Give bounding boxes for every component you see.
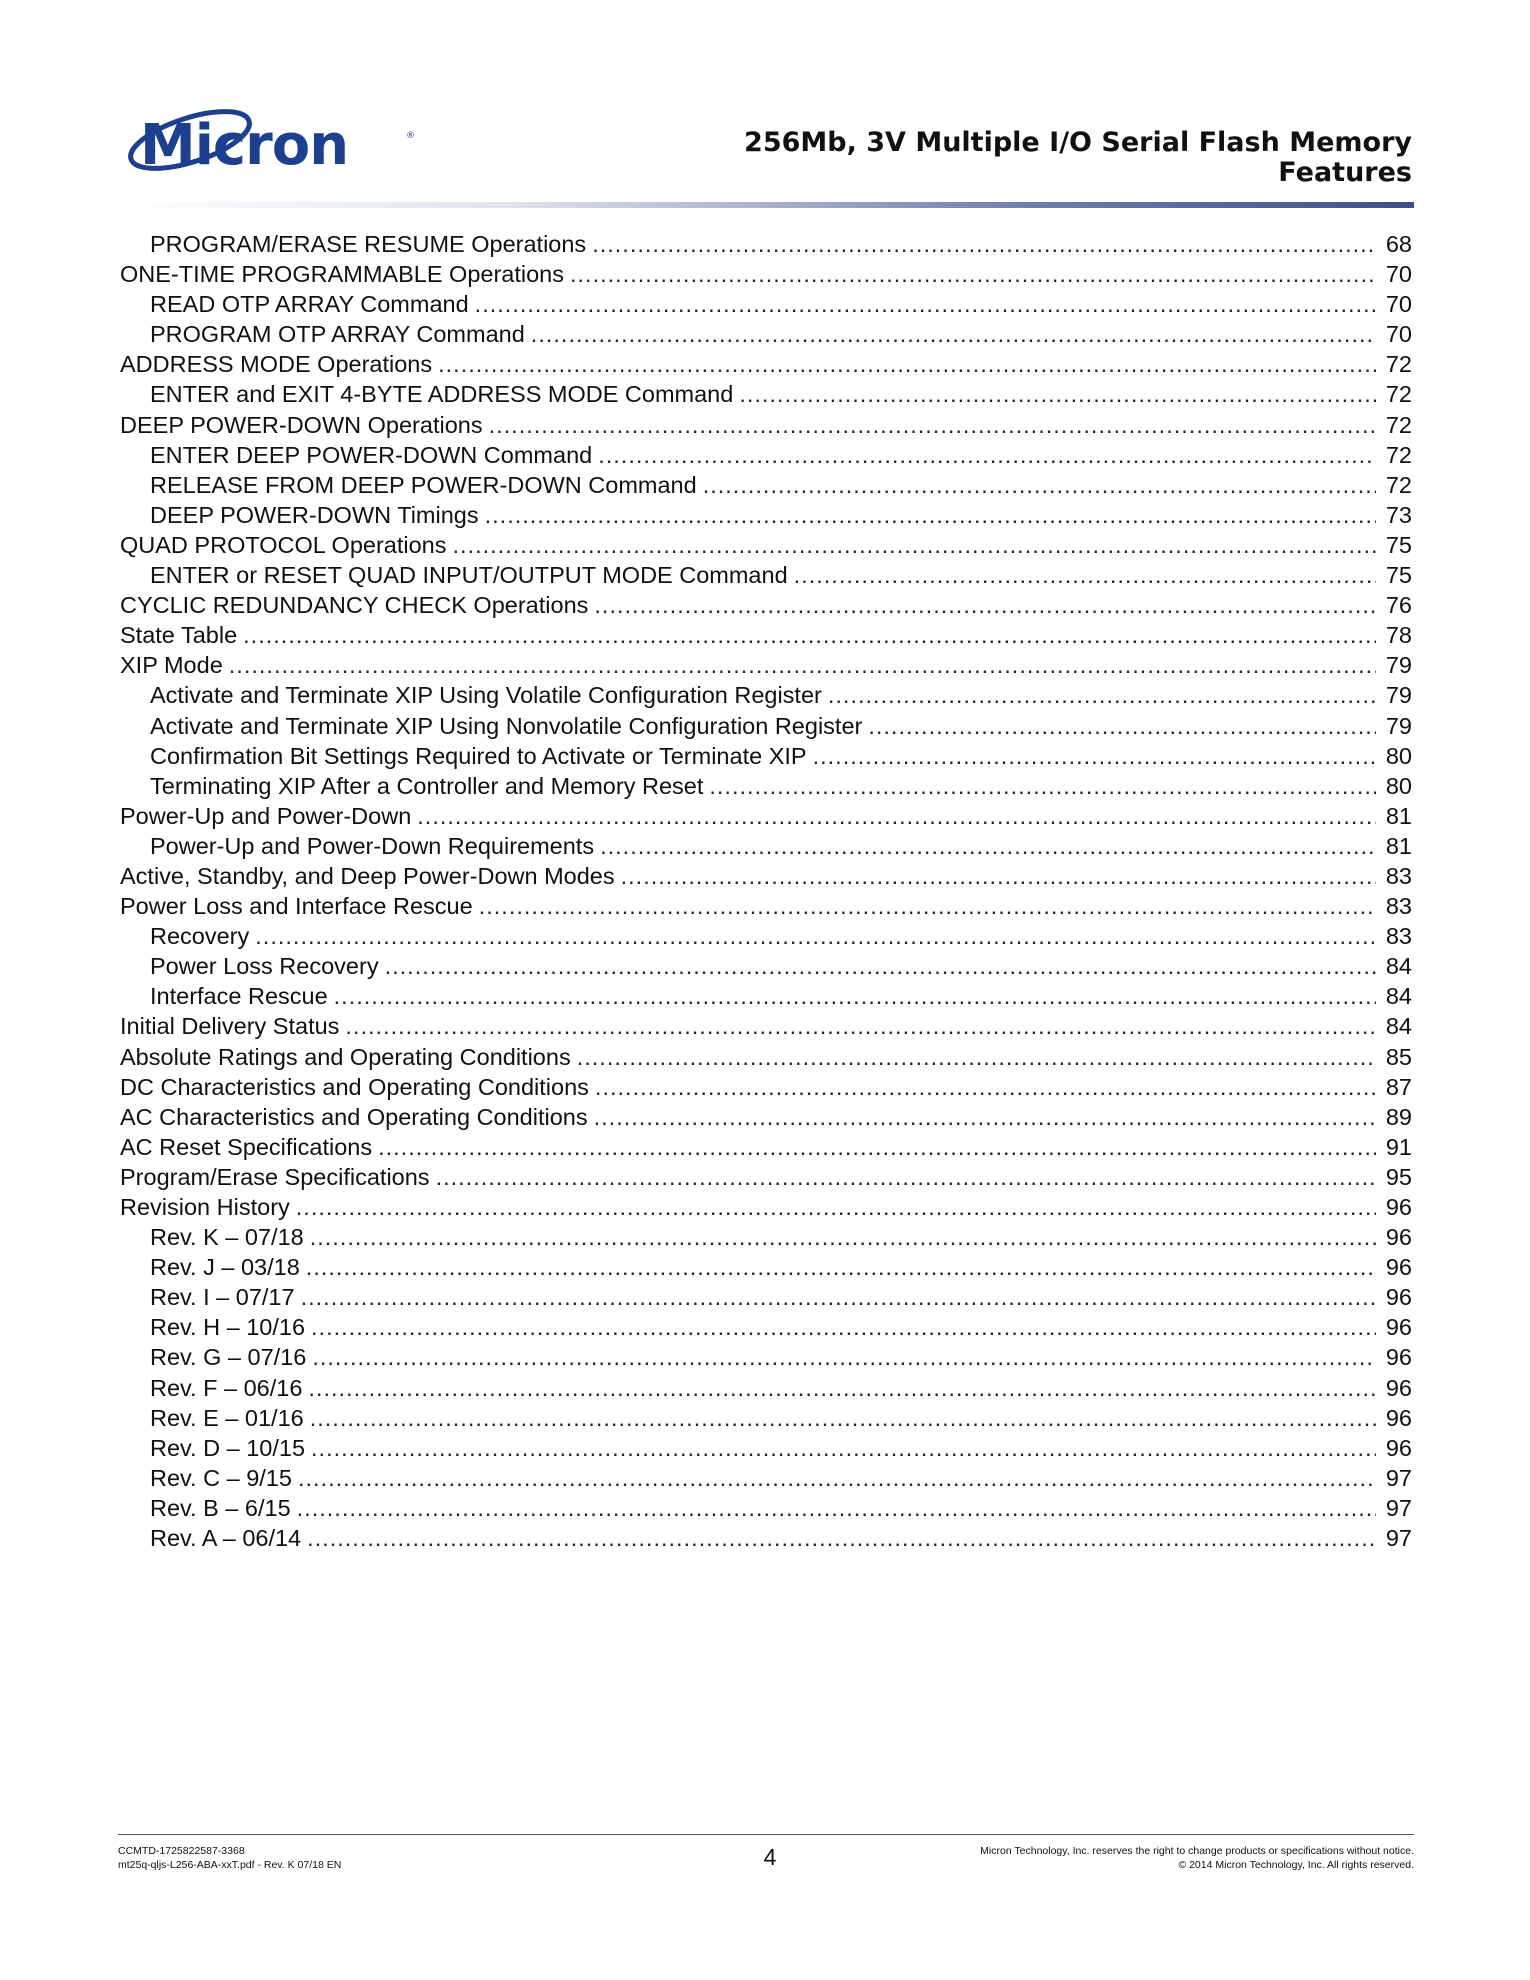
toc-entry[interactable] (120, 921, 1412, 951)
toc-entry-title: DEEP POWER-DOWN Timings (150, 501, 479, 528)
toc-dot-leader (334, 981, 1376, 1011)
toc-entry[interactable] (120, 771, 1412, 801)
toc-entry-page: 83 (1385, 923, 1412, 950)
toc-entry-page: 72 (1385, 441, 1412, 468)
logo-wordmark: Micron (140, 113, 349, 178)
toc-dot-leader (600, 831, 1376, 861)
toc-dot-leader (570, 259, 1376, 289)
toc-entry-page: 96 (1385, 1344, 1412, 1371)
toc-entry-page: 95 (1385, 1163, 1412, 1190)
toc-entry[interactable] (120, 440, 1412, 470)
toc-dot-leader (311, 1312, 1376, 1342)
toc-dot-leader (308, 1373, 1376, 1403)
toc-dot-leader (479, 891, 1376, 921)
toc-entry[interactable] (120, 1403, 1412, 1433)
toc-entry-page: 76 (1385, 592, 1412, 619)
toc-entry-title: Power Loss Recovery (150, 953, 379, 980)
toc-entry-page: 84 (1385, 953, 1412, 980)
toc-entry-title: ADDRESS MODE Operations (120, 351, 433, 378)
toc-dot-leader (577, 1042, 1376, 1072)
toc-entry-page: 80 (1385, 772, 1412, 799)
toc-entry[interactable] (120, 1042, 1412, 1072)
toc-entry-title: AC Reset Specifications (120, 1133, 373, 1160)
toc-dot-leader (296, 1192, 1376, 1222)
toc-dot-leader (531, 319, 1376, 349)
toc-entry-page: 85 (1385, 1043, 1412, 1070)
toc-entry-title: Confirmation Bit Settings Required to Activate or Terminate XIP (150, 742, 807, 769)
toc-dot-leader (312, 1342, 1376, 1372)
toc-entry-title: Power Loss and Interface Rescue (120, 893, 473, 920)
toc-entry-page: 75 (1385, 531, 1412, 558)
toc-dot-leader (438, 349, 1376, 379)
toc-entry-title: DEEP POWER-DOWN Operations (120, 411, 483, 438)
toc-entry-page: 79 (1385, 652, 1412, 679)
document-title-line1: 256Mb, 3V Multiple I/O Serial Flash Memory (744, 127, 1412, 158)
header-rule (118, 202, 1414, 208)
toc-entry[interactable] (120, 1102, 1412, 1132)
toc-entry-page: 97 (1385, 1464, 1412, 1491)
toc-entry[interactable] (120, 801, 1412, 831)
toc-dot-leader (813, 741, 1376, 771)
toc-entry-title: ENTER and EXIT 4-BYTE ADDRESS MODE Command (150, 381, 734, 408)
document-title-line2: Features (1278, 157, 1412, 188)
toc-dot-leader (307, 1523, 1376, 1553)
toc-dot-leader (243, 620, 1376, 650)
toc-entry-page: 70 (1385, 291, 1412, 318)
toc-dot-leader (378, 1132, 1376, 1162)
toc-dot-leader (485, 500, 1376, 530)
toc-entry[interactable] (120, 1132, 1412, 1162)
toc-entry-title: RELEASE FROM DEEP POWER-DOWN Command (150, 471, 697, 498)
toc-entry-title: Active, Standby, and Deep Power-Down Modes (120, 862, 615, 889)
toc-dot-leader (229, 650, 1376, 680)
table-of-contents (120, 229, 1412, 1553)
toc-entry[interactable] (120, 319, 1412, 349)
toc-entry[interactable] (120, 711, 1412, 741)
toc-dot-leader (306, 1252, 1376, 1282)
toc-entry-page: 70 (1385, 261, 1412, 288)
toc-entry-title: Rev. J – 03/18 (150, 1254, 300, 1281)
toc-entry[interactable] (120, 530, 1412, 560)
toc-entry[interactable] (120, 1493, 1412, 1523)
toc-dot-leader (301, 1282, 1376, 1312)
toc-entry-page: 97 (1385, 1494, 1412, 1521)
toc-entry[interactable] (120, 891, 1412, 921)
toc-entry-page: 75 (1385, 562, 1412, 589)
toc-dot-leader (310, 1222, 1376, 1252)
toc-dot-leader (345, 1011, 1376, 1041)
toc-entry[interactable] (120, 1342, 1412, 1372)
toc-entry[interactable] (120, 1282, 1412, 1312)
toc-entry-page: 91 (1385, 1133, 1412, 1160)
toc-entry-page: 89 (1385, 1103, 1412, 1130)
toc-entry-page: 96 (1385, 1314, 1412, 1341)
toc-entry-title: Interface Rescue (150, 983, 328, 1010)
toc-dot-leader (453, 530, 1377, 560)
toc-dot-leader (709, 771, 1376, 801)
toc-entry-title: Rev. D – 10/15 (150, 1434, 306, 1461)
toc-entry[interactable] (120, 1192, 1412, 1222)
toc-entry-page: 96 (1385, 1194, 1412, 1220)
toc-entry-page: 78 (1385, 622, 1412, 649)
toc-entry[interactable] (120, 379, 1412, 409)
toc-entry[interactable] (120, 349, 1412, 379)
toc-entry-title: ENTER DEEP POWER-DOWN Command (150, 441, 593, 468)
toc-entry-title: QUAD PROTOCOL Operations (120, 531, 447, 558)
footer-disclaimer: Micron Technology, Inc. reserves the right to change products or specifications without notice. (980, 1845, 1414, 1857)
toc-entry-title: AC Characteristics and Operating Conditions (120, 1103, 588, 1130)
toc-entry-title: DC Characteristics and Operating Conditions (120, 1073, 589, 1100)
toc-entry-page: 96 (1385, 1404, 1412, 1431)
toc-entry-title: READ OTP ARRAY Command (150, 291, 469, 318)
toc-entry-title: ONE-TIME PROGRAMMABLE Operations (120, 261, 564, 288)
toc-dot-leader (310, 1403, 1376, 1433)
toc-entry-title: Initial Delivery Status (120, 1013, 340, 1040)
toc-dot-leader (592, 229, 1376, 259)
toc-dot-leader (594, 1102, 1376, 1132)
toc-dot-leader (594, 590, 1376, 620)
toc-entry-title: Rev. A – 06/14 (150, 1525, 302, 1552)
toc-entry[interactable] (120, 1523, 1412, 1553)
toc-entry-title: Recovery (150, 923, 250, 950)
toc-entry[interactable] (120, 951, 1412, 981)
toc-dot-leader (311, 1433, 1376, 1463)
toc-entry-title: Rev. H – 10/16 (150, 1314, 306, 1341)
toc-entry[interactable] (120, 831, 1412, 861)
toc-entry-title: Power-Up and Power-Down Requirements (150, 832, 595, 859)
toc-entry-title: Rev. F – 06/16 (150, 1374, 303, 1401)
toc-entry[interactable] (120, 289, 1412, 319)
footer-doc-id: CCMTD-1725822587-3368 (118, 1845, 245, 1857)
toc-entry[interactable] (120, 560, 1412, 590)
toc-entry[interactable] (120, 500, 1412, 530)
toc-dot-leader (868, 711, 1376, 741)
toc-dot-leader (475, 289, 1376, 319)
toc-entry[interactable] (120, 981, 1412, 1011)
toc-entry-title: Rev. E – 01/16 (150, 1404, 304, 1431)
toc-dot-leader (703, 470, 1376, 500)
toc-entry-title: Activate and Terminate XIP Using Nonvolatile Configuration Register (150, 712, 863, 739)
toc-dot-leader (298, 1463, 1376, 1493)
toc-entry-title: Program/Erase Specifications (120, 1163, 430, 1190)
toc-dot-leader (417, 801, 1376, 831)
toc-entry[interactable] (120, 741, 1412, 771)
footer-legal (980, 1844, 1414, 1872)
toc-entry[interactable] (120, 861, 1412, 891)
toc-entry-page: 68 (1385, 231, 1412, 257)
toc-entry-title: Terminating XIP After a Controller and Memory Reset (150, 772, 704, 799)
toc-dot-leader (621, 861, 1376, 891)
toc-entry[interactable] (120, 470, 1412, 500)
toc-entry-title: Rev. I – 07/17 (150, 1284, 295, 1311)
footer-rule (118, 1834, 1414, 1835)
toc-entry-title: Rev. B – 6/15 (150, 1494, 291, 1521)
footer-copyright: © 2014 Micron Technology, Inc. All rights reserved. (1178, 1859, 1414, 1871)
toc-entry-page: 87 (1385, 1073, 1412, 1100)
toc-entry[interactable] (120, 1222, 1412, 1252)
toc-entry[interactable] (120, 1373, 1412, 1403)
toc-dot-leader (595, 1072, 1376, 1102)
toc-entry-page: 72 (1385, 411, 1412, 438)
micron-logo (118, 100, 418, 195)
toc-entry[interactable] (120, 1011, 1412, 1041)
toc-entry[interactable] (120, 1312, 1412, 1342)
toc-entry-title: Revision History (120, 1194, 290, 1220)
toc-entry[interactable] (120, 620, 1412, 650)
toc-entry-title: Activate and Terminate XIP Using Volatile Configuration Register (150, 682, 822, 709)
toc-entry-page: 72 (1385, 351, 1412, 378)
toc-entry[interactable] (120, 590, 1412, 620)
toc-entry[interactable] (120, 680, 1412, 710)
toc-dot-leader (385, 951, 1376, 981)
page-number: 4 (763, 1844, 777, 1870)
toc-entry-title: PROGRAM OTP ARRAY Command (150, 321, 525, 348)
toc-entry-page: 96 (1385, 1224, 1412, 1251)
toc-entry[interactable] (120, 1252, 1412, 1282)
toc-dot-leader (297, 1493, 1376, 1523)
toc-dot-leader (489, 410, 1376, 440)
toc-dot-leader (255, 921, 1376, 951)
toc-entry[interactable] (120, 650, 1412, 680)
toc-entry[interactable] (120, 1072, 1412, 1102)
toc-entry-title: Power-Up and Power-Down (120, 802, 412, 829)
toc-entry-title: Absolute Ratings and Operating Conditions (120, 1043, 571, 1070)
toc-entry[interactable] (120, 1433, 1412, 1463)
svg-text:®: ® (406, 131, 415, 141)
toc-entry-title: Rev. C – 9/15 (150, 1464, 292, 1491)
toc-entry[interactable] (120, 1463, 1412, 1493)
toc-entry-page: 83 (1385, 862, 1412, 889)
toc-entry-title: Rev. G – 07/16 (150, 1344, 307, 1371)
toc-entry[interactable] (120, 259, 1412, 289)
toc-entry-page: 81 (1385, 832, 1412, 859)
toc-entry-title: Rev. K – 07/18 (150, 1224, 304, 1251)
toc-dot-leader (436, 1162, 1376, 1192)
toc-entry-page: 96 (1385, 1374, 1412, 1401)
toc-entry-title: State Table (120, 622, 238, 649)
toc-entry-page: 96 (1385, 1254, 1412, 1281)
toc-entry-page: 83 (1385, 893, 1412, 920)
toc-entry[interactable] (120, 1162, 1412, 1192)
toc-entry-page: 79 (1385, 712, 1412, 739)
toc-entry-page: 96 (1385, 1434, 1412, 1461)
toc-entry-page: 97 (1385, 1525, 1412, 1552)
document-title (744, 128, 1412, 188)
toc-entry-page: 72 (1385, 381, 1412, 408)
toc-dot-leader (739, 379, 1376, 409)
toc-entry-page: 72 (1385, 471, 1412, 498)
toc-entry[interactable] (120, 229, 1412, 259)
toc-entry-page: 80 (1385, 742, 1412, 769)
toc-dot-leader (828, 680, 1376, 710)
toc-entry-title: CYCLIC REDUNDANCY CHECK Operations (120, 592, 589, 619)
toc-dot-leader (598, 440, 1376, 470)
footer-doc-info (118, 1844, 341, 1872)
toc-entry-title: XIP Mode (120, 652, 223, 679)
toc-entry-page: 84 (1385, 983, 1412, 1010)
toc-entry-page: 73 (1385, 501, 1412, 528)
footer-file-name: mt25q-qljs-L256-ABA-xxT.pdf - Rev. K 07/18 EN (118, 1859, 342, 1871)
toc-entry-page: 96 (1385, 1284, 1412, 1311)
toc-entry-page: 79 (1385, 682, 1412, 709)
toc-dot-leader (794, 560, 1376, 590)
toc-entry-page: 84 (1385, 1013, 1412, 1040)
toc-entry[interactable] (120, 410, 1412, 440)
toc-entry-title: ENTER or RESET QUAD INPUT/OUTPUT MODE Command (150, 562, 788, 589)
toc-entry-title: PROGRAM/ERASE RESUME Operations (150, 231, 587, 257)
toc-entry-page: 70 (1385, 321, 1412, 348)
toc-entry-page: 81 (1385, 802, 1412, 829)
